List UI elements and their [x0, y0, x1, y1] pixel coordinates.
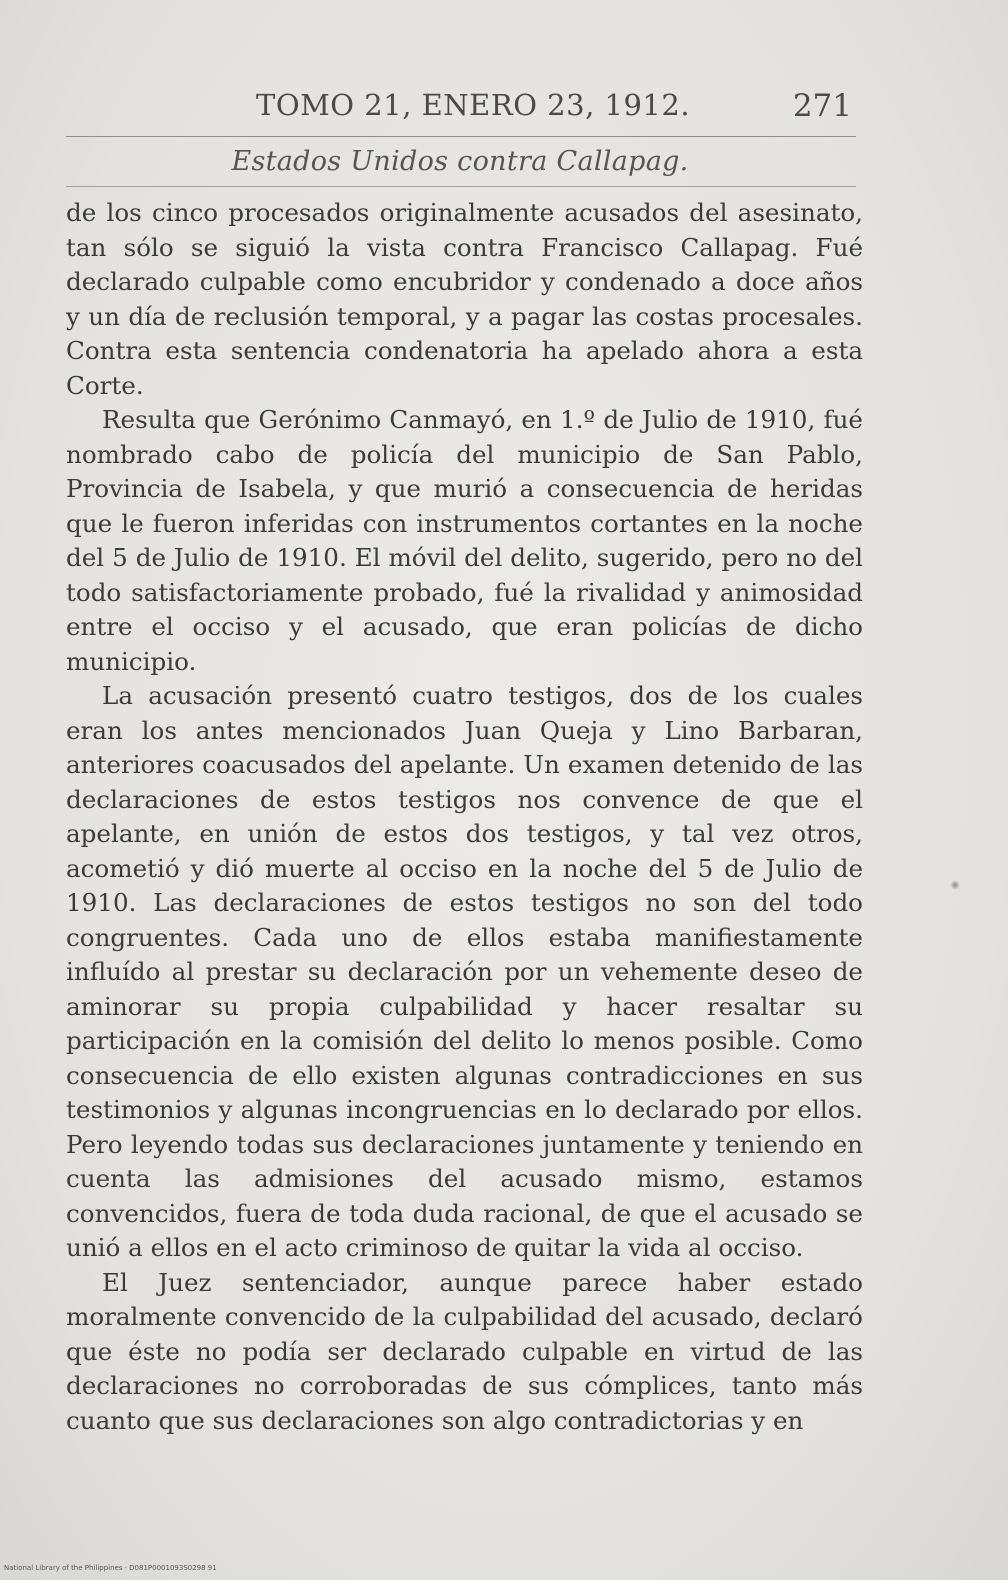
header-rule — [66, 136, 856, 137]
page-number: 271 — [792, 88, 852, 124]
title-rule — [66, 186, 856, 187]
case-title: Estados Unidos contra Callapag. — [231, 146, 689, 177]
paragraph-3: La acusación presentó cuatro testigos, dos de los cuales eran los antes mencionados Juan Queja y Lino Barbaran, anteriores coacusados del apelante. Un examen detenido de las declaraciones de estos testigos nos convence de que el apelante, en unión de estos dos testigos, y tal vez otros, acometió y dió muerte al occiso en la noche del 5 de Julio de 1910. Las declaraciones de estos testigos no son del todo congruentes. Cada uno de ellos estaba manifiestamente influído al prestar su declaración por un vehemente deseo de aminorar su propia culpabilidad y hacer resaltar su participación en la comisión del delito lo menos posible. Como consecuencia de ello existen algunas contradicciones en sus testimonios y algunas incongruencias en lo declarado por ellos. Pero leyendo todas sus declaraciones juntamente y teniendo en cuenta las admisiones del acusado mismo, estamos convencidos, fuera de toda duda racional, de que el acusado se unió a ellos en el acto criminoso de quitar la vida al occiso. — [66, 681, 863, 1262]
paragraph-2: Resulta que Gerónimo Canmayó, en 1.º de Julio de 1910, fué nombrado cabo de policía del municipio de San Pablo, Provincia de Isabela, y que murió a consecuencia de heridas que le fueron inferidas con instrumentos cortantes en la noche del 5 de Julio de 1910. El móvil del delito, sugerido, pero no del todo satisfactoriamente probado, fué la rivalidad y animosidad entre el occiso y el acusado, que eran policías de dicho municipio. — [66, 405, 863, 676]
running-head: TOMO 21, ENERO 23, 1912. — [256, 88, 691, 122]
page-header — [66, 88, 856, 128]
body-text — [66, 196, 863, 1438]
scan-smudge — [950, 880, 960, 890]
paragraph-1: de los cinco procesados originalmente acusados del asesinato, tan sólo se siguió la vista contra Francisco Callapag. Fué declarado culpable como encubridor y condenado a doce años y un día de reclusión temporal, y a pagar las costas procesales. Contra esta sentencia condenatoria ha apelado ahora a esta Corte. — [66, 198, 863, 400]
footer-credit: National Library of the Philippines · D081P0001093S0298 91 — [4, 1564, 217, 1572]
paragraph-4: El Juez sentenciador, aunque parece haber estado moralmente convencido de la culpabilidad del acusado, declaró que éste no podía ser declarado culpable en virtud de las declaraciones no corroboradas de sus cómplices, tanto más cuanto que sus declaraciones son algo contradictorias y en — [66, 1267, 863, 1435]
